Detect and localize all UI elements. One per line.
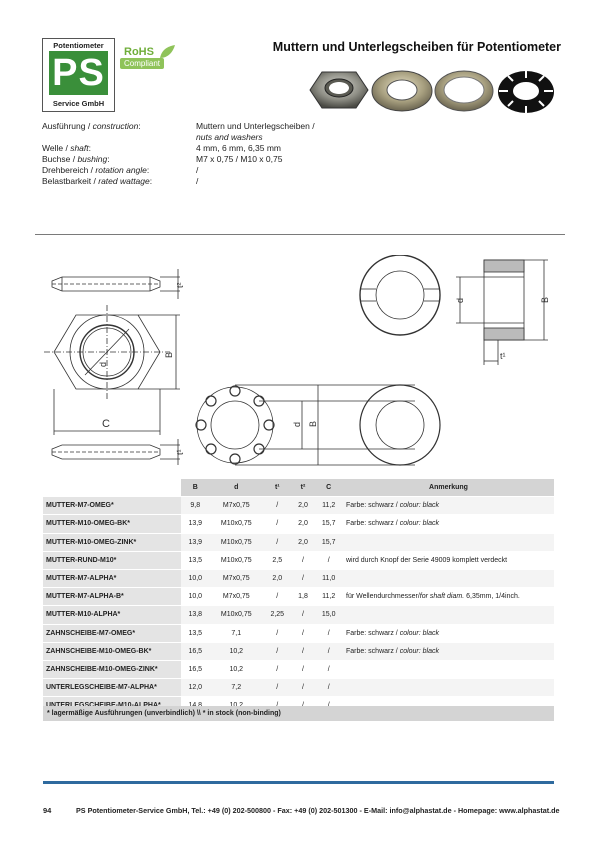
label-B-round: B [540, 296, 550, 303]
note-text: wird durch Knopf der Serie 49009 komplett verdeckt [346, 556, 508, 564]
cell-name: MUTTER-M7-OMEG* [43, 497, 181, 515]
cell-t1: / [263, 533, 292, 551]
cell-C: / [314, 551, 343, 569]
cell-note [343, 679, 554, 697]
logo-top-text: Potentiometer [53, 41, 104, 50]
table-header-t2: t² [292, 479, 315, 497]
cell-t2: / [292, 660, 315, 678]
parts-table [43, 479, 554, 715]
section-divider [35, 234, 565, 235]
cell-t2: / [292, 551, 315, 569]
cell-t2: / [292, 679, 315, 697]
spec-key-construction: Ausführung / construction: [42, 121, 141, 131]
cell-name: ZAHNSCHEIBE-M10-OMEG-BK* [43, 642, 181, 660]
cell-t2: / [292, 624, 315, 642]
cell-t2: / [292, 606, 315, 624]
cell-B: 13,9 [181, 533, 210, 551]
spec-key-shaft: Welle / shaft: [42, 143, 91, 153]
washer-view [235, 385, 440, 465]
cell-t1: 2,25 [263, 606, 292, 624]
cell-name: ZAHNSCHEIBE-M10-OMEG-ZINK* [43, 660, 181, 678]
leaf-icon [158, 44, 176, 60]
table-footnote: * lagermäßige Ausführungen (unverbindlich) \\ * in stock (non-binding) [43, 706, 554, 721]
label-d-nut: d [98, 361, 108, 367]
cell-note [343, 642, 554, 660]
table-header-B: B [181, 479, 210, 497]
cell-C: 11,2 [314, 588, 343, 606]
cell-name: MUTTER-M7-ALPHA-B* [43, 588, 181, 606]
cell-t1: / [263, 660, 292, 678]
label-t1-round: t¹ [500, 351, 506, 361]
cell-C: 11,0 [314, 569, 343, 587]
logo-bottom-text: Service GmbH [52, 99, 105, 108]
cell-t1: / [263, 497, 292, 515]
cell-name: MUTTER-M10-OMEG-BK* [43, 515, 181, 533]
tooth-washer-view [196, 386, 274, 464]
cell-d: M7x0,75 [210, 569, 263, 587]
cell-C: / [314, 660, 343, 678]
cell-t1: 2,5 [263, 551, 292, 569]
note-text-end: 6,35mm, 1/4inch. [464, 593, 520, 601]
rohs-badge [120, 44, 176, 70]
rohs-compliant-label: Compliant [120, 58, 164, 69]
nut-side-view-bottom [52, 439, 180, 465]
cell-d: M7x0,75 [210, 497, 263, 515]
table-row [43, 606, 554, 624]
cell-C: / [314, 679, 343, 697]
cell-name: MUTTER-RUND-M10* [43, 551, 181, 569]
cell-d: M10x0,75 [210, 533, 263, 551]
label-B-nut: B [164, 351, 174, 358]
spec-key-bushing: Buchse / bushing: [42, 154, 110, 164]
rohs-label: RoHS [124, 46, 154, 58]
round-nut-side-view [456, 260, 548, 365]
round-nut-front-view [360, 255, 440, 335]
note-text: Farbe: schwarz / [346, 520, 400, 528]
cell-B: 13,5 [181, 551, 210, 569]
cell-note [343, 624, 554, 642]
note-text: Farbe: schwarz / [346, 629, 400, 637]
label-t1-nut: t¹ [175, 449, 185, 455]
table-header-row [43, 479, 554, 497]
spec-value-construction-en: nuts and washers [196, 132, 263, 142]
note-text-italic: colour: black [399, 520, 439, 528]
cell-C: / [314, 624, 343, 642]
label-d-washer: d [292, 421, 302, 427]
cell-B: 10,0 [181, 569, 210, 587]
cell-t2: 1,8 [292, 588, 315, 606]
cell-d: 10,2 [210, 660, 263, 678]
note-text-italic: colour: black [399, 629, 439, 637]
cell-B: 13,8 [181, 606, 210, 624]
table-row [43, 497, 554, 515]
note-text-italic: for shaft diam. [419, 593, 465, 601]
cell-t1: / [263, 588, 292, 606]
cell-t1: 2,0 [263, 569, 292, 587]
cell-note [343, 551, 554, 569]
cell-C: 15,7 [314, 533, 343, 551]
note-text: für Wellendurchmesser/ [346, 593, 420, 601]
table-row [43, 660, 554, 678]
cell-B: 12,0 [181, 679, 210, 697]
cell-t1: / [263, 642, 292, 660]
cell-note [343, 515, 554, 533]
cell-t1: / [263, 679, 292, 697]
cell-note [343, 533, 554, 551]
table-header-d: d [210, 479, 263, 497]
cell-C: 15,0 [314, 606, 343, 624]
spec-value-shaft: 4 mm, 6 mm, 6,35 mm [196, 143, 282, 153]
label-t2: t² [175, 282, 185, 288]
cell-t2: / [292, 569, 315, 587]
table-header-C: C [314, 479, 343, 497]
cell-d: 10,2 [210, 642, 263, 660]
hex-nut-front-view [44, 305, 180, 435]
table-header-empty [43, 479, 181, 497]
note-text-italic: colour: black [399, 502, 439, 510]
cell-d: M7x0,75 [210, 588, 263, 606]
cell-C: 11,2 [314, 497, 343, 515]
cell-name: MUTTER-M10-ALPHA* [43, 606, 181, 624]
cell-note [343, 569, 554, 587]
cell-t2: 2,0 [292, 533, 315, 551]
cell-note [343, 588, 554, 606]
note-text-italic: colour: black [399, 647, 439, 655]
cell-C: 15,7 [314, 515, 343, 533]
cell-d: M10x0,75 [210, 606, 263, 624]
cell-t2: 2,0 [292, 497, 315, 515]
table-row [43, 551, 554, 569]
table-row [43, 569, 554, 587]
cell-d: 7,2 [210, 679, 263, 697]
cell-note [343, 606, 554, 624]
cell-name: ZAHNSCHEIBE-M7-OMEG* [43, 624, 181, 642]
page-number: 94 [43, 806, 52, 815]
table-header-t1: t¹ [263, 479, 292, 497]
logo-ps: PS [49, 51, 108, 95]
nut-side-view [52, 269, 180, 299]
cell-B: 9,8 [181, 497, 210, 515]
label-d-round: d [455, 297, 465, 303]
label-C: C [102, 418, 110, 430]
spec-value-wattage: / [196, 176, 199, 186]
cell-d: 7,1 [210, 624, 263, 642]
cell-t2: 2,0 [292, 515, 315, 533]
cell-name: UNTERLEGSCHEIBE-M7-ALPHA* [43, 679, 181, 697]
cell-t2: / [292, 642, 315, 660]
table-row [43, 515, 554, 533]
cell-name: MUTTER-M7-ALPHA* [43, 569, 181, 587]
page-title: Muttern und Unterlegscheiben für Potentiometer [272, 40, 561, 54]
table-row [43, 642, 554, 660]
cell-name: MUTTER-M10-OMEG-ZINK* [43, 533, 181, 551]
spec-key-rotation: Drehbereich / rotation angle: [42, 165, 150, 175]
cell-B: 16,5 [181, 642, 210, 660]
footer-contact: PS Potentiometer-Service GmbH, Tel.: +49 (0) 202-500800 - Fax: +49 (0) 202-501300 - E-Mail: info@alphastat.de - Homepage: www.alphastat.de [76, 806, 560, 815]
cell-t1: / [263, 624, 292, 642]
table-row [43, 588, 554, 606]
cell-B: 16,5 [181, 660, 210, 678]
note-text: Farbe: schwarz / [346, 647, 400, 655]
cell-t1: / [263, 515, 292, 533]
cell-C: / [314, 642, 343, 660]
cell-note [343, 497, 554, 515]
company-logo [42, 38, 115, 112]
cell-d: M10x0,75 [210, 551, 263, 569]
technical-drawing [40, 255, 560, 470]
spec-value-bushing: M7 x 0,75 / M10 x 0,75 [196, 154, 283, 164]
product-photo [304, 66, 556, 116]
spec-value-construction: Muttern und Unterlegscheiben / [196, 121, 315, 131]
cell-B: 13,5 [181, 624, 210, 642]
footer-bar [43, 781, 554, 784]
note-text: Farbe: schwarz / [346, 502, 400, 510]
cell-B: 10,0 [181, 588, 210, 606]
spec-key-wattage: Belastbarkeit / rated wattage: [42, 176, 153, 186]
cell-note [343, 660, 554, 678]
label-B-washer: B [308, 420, 318, 427]
cell-B: 13,9 [181, 515, 210, 533]
table-header-anmerkung: Anmerkung [343, 479, 554, 497]
spec-value-rotation: / [196, 165, 199, 175]
table-row [43, 624, 554, 642]
table-row [43, 679, 554, 697]
table-row [43, 533, 554, 551]
cell-d: M10x0,75 [210, 515, 263, 533]
